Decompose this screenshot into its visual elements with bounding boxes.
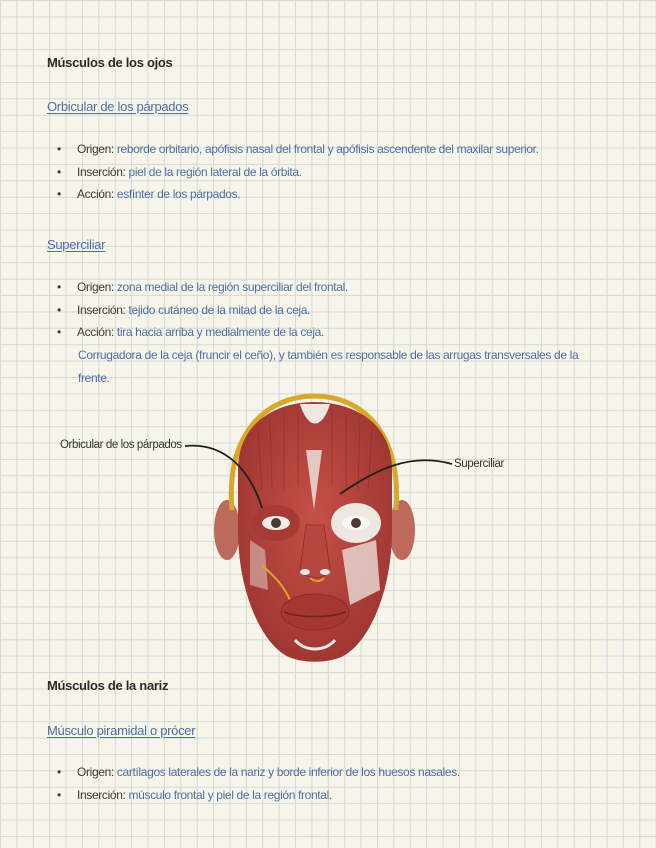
face-muscle-drawing (0, 390, 656, 680)
item-key: Origen: (77, 142, 114, 156)
nostril-right (320, 569, 330, 575)
nostril-left (300, 569, 310, 575)
left-ear (214, 500, 240, 560)
list-item: • Acción: tira hacia arriba y medialmente de la ceja. (57, 325, 324, 339)
item-key: Acción: (77, 325, 114, 339)
superciliar-note-line-1: Corrugadora de la ceja (fruncir el ceño), y también es responsable de las arrugas transversales de la (78, 348, 579, 362)
item-value: tira hacia arriba y medialmente de la ceja. (116, 325, 324, 339)
section-title-nose: Músculos de la nariz (47, 678, 169, 693)
item-value: esfínter de los párpados. (116, 187, 241, 201)
list-item: • Origen: reborde orbitario, apófisis nasal del frontal y apófisis ascendente del maxilar superior. (57, 142, 539, 156)
left-iris (271, 518, 281, 528)
item-key: Inserción: (77, 302, 126, 317)
label-orbicular: Orbicular de los párpados (60, 439, 182, 451)
orbicularis-oris (281, 594, 349, 630)
right-iris (351, 518, 361, 528)
list-item: • Inserción: piel de la región lateral de la órbita. (57, 164, 302, 179)
section-title-eyes: Músculos de los ojos (47, 55, 173, 70)
list-item: • Origen: zona medial de la región superciliar del frontal. (57, 280, 348, 294)
label-superciliar: Superciliar (454, 458, 504, 470)
piramidal-details-list (57, 761, 617, 806)
superciliar-note-line-2: frente. (78, 371, 110, 385)
list-item: • Inserción: tejido cutáneo de la mitad de la ceja. (57, 302, 311, 317)
item-key: Inserción: (77, 164, 126, 179)
list-item: • Inserción: músculo frontal y piel de la región frontal. (57, 787, 332, 802)
right-ear (389, 500, 415, 560)
item-value: músculo frontal y piel de la región frontal. (128, 787, 332, 802)
list-item: • Origen: cartílagos laterales de la nariz y borde inferior de los huesos nasales. (57, 765, 460, 779)
item-value: zona medial de la región superciliar del frontal. (116, 280, 348, 294)
list-item: • Acción: esfínter de los párpados. (57, 187, 241, 201)
item-key: Origen: (77, 765, 114, 779)
item-key: Origen: (77, 280, 114, 294)
item-value: tejido cutáneo de la mitad de la ceja. (128, 302, 311, 317)
orbicular-details-list (57, 138, 617, 206)
item-value: piel de la región lateral de la órbita. (128, 164, 302, 179)
item-key: Inserción: (77, 787, 126, 802)
muscle-title-orbicular: Orbicular de los párpados (47, 99, 189, 114)
facial-muscles-illustration (0, 390, 656, 680)
item-value: cartílagos laterales de la nariz y borde inferior de los huesos nasales. (116, 765, 460, 779)
item-key: Acción: (77, 187, 114, 201)
muscle-title-superciliar: Superciliar (47, 237, 106, 252)
item-value: reborde orbitario, apófisis nasal del frontal y apófisis ascendente del maxilar superior. (116, 142, 539, 156)
superciliar-details-list (57, 276, 617, 344)
muscle-title-piramidal: Músculo piramidal o prócer (47, 723, 196, 738)
